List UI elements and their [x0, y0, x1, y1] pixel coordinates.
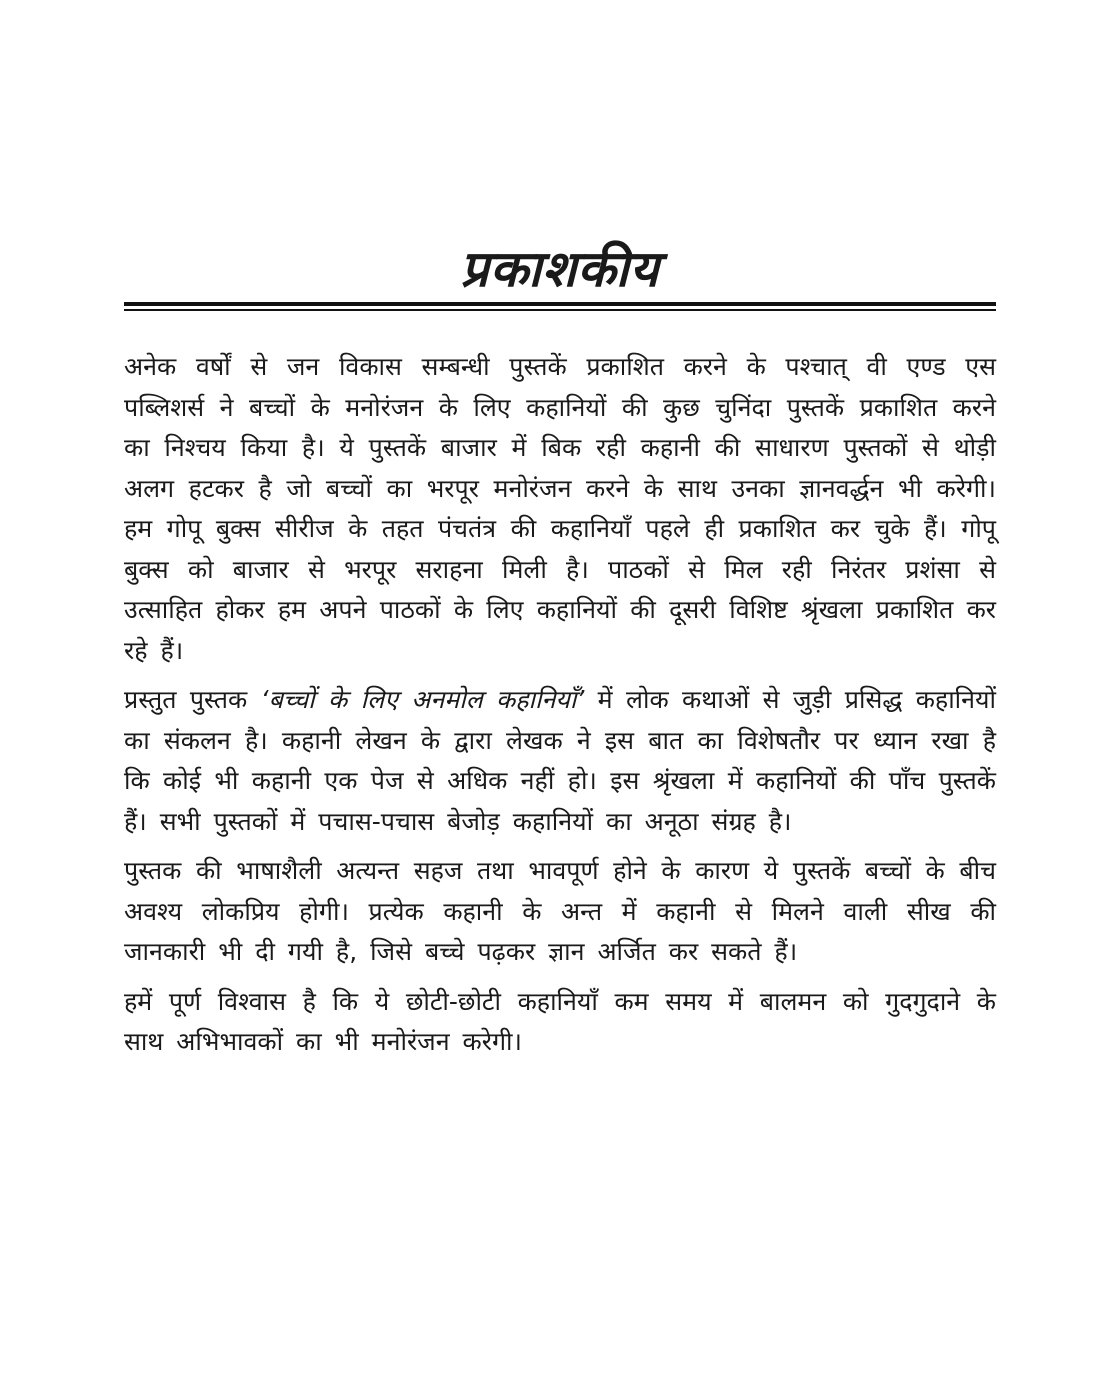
paragraph-language-style: पुस्तक की भाषाशैली अत्यन्त सहज तथा भावपूर्ण होने के कारण ये पुस्तकें बच्चों के बीच अवश्य लोकप्रिय होगी। प्रत्येक कहानी के अन्त में कहानी से मिलने वाली सीख की जानकारी भी दी गयी है, जिसे बच्चे पढ़कर ज्ञान अर्जित कर सकते हैं।: [124, 856, 996, 966]
book-title: ‘बच्चों के लिए अनमोल कहानियाँ’: [260, 685, 585, 714]
title-rule-thick: [124, 302, 996, 306]
paragraph-book-description: [124, 680, 996, 842]
publisher-note-page: [124, 240, 996, 1072]
paragraph-intro: अनेक वर्षों से जन विकास सम्बन्धी पुस्तकें प्रकाशित करने के पश्चात् वी एण्ड एस पब्लिशर्स ने बच्चों के मनोरंजन के लिए कहानियों की कुछ चुनिंदा पुस्तकें प्रकाशित करने का निश्चय किया है। ये पुस्तकें बाजार में बिक रही कहानी की साधारण पुस्तकों से थोड़ी अलग हटकर है जो बच्चों का भरपूर मनोरंजन करने के साथ उनका ज्ञानवर्द्धन भी करेगी। हम गोपू बुक्स सीरीज के तहत पंचतंत्र की कहानियाँ पहले ही प्रकाशित कर चुके हैं। गोपू बुक्स को बाजार से भरपूर सराहना मिली है। पाठकों से मिल रही निरंतर प्रशंसा से उत्साहित होकर हम अपने पाठकों के लिए कहानियों की दूसरी विशिष्ट श्रृंखला प्रकाशित कर रहे हैं।: [124, 352, 996, 665]
title-rule-thin: [124, 309, 996, 311]
paragraph-lead-text: प्रस्तुत पुस्तक: [124, 685, 248, 714]
document-body: [124, 347, 996, 1063]
paragraph-closing: हमें पूर्ण विश्वास है कि ये छोटी-छोटी कहानियाँ कम समय में बालमन को गुदगुदाने के साथ अभिभावकों का भी मनोरंजन करेगी।: [124, 986, 996, 1056]
page-title: प्रकाशकीय: [460, 239, 660, 298]
paragraph-rest-text: में लोक कथाओं से जुड़ी प्रसिद्ध कहानियों का संकलन है। कहानी लेखन के द्वारा लेखक ने इस बात का विशेषतौर पर ध्यान रखा है कि कोई भी कहानी एक पेज से अधिक नहीं हो। इस श्रृंखला में कहानियों की पाँच पुस्तकें हैं। सभी पुस्तकों में पचास-पचास बेजोड़ कहानियों का अनूठा संग्रह है।: [124, 685, 996, 836]
